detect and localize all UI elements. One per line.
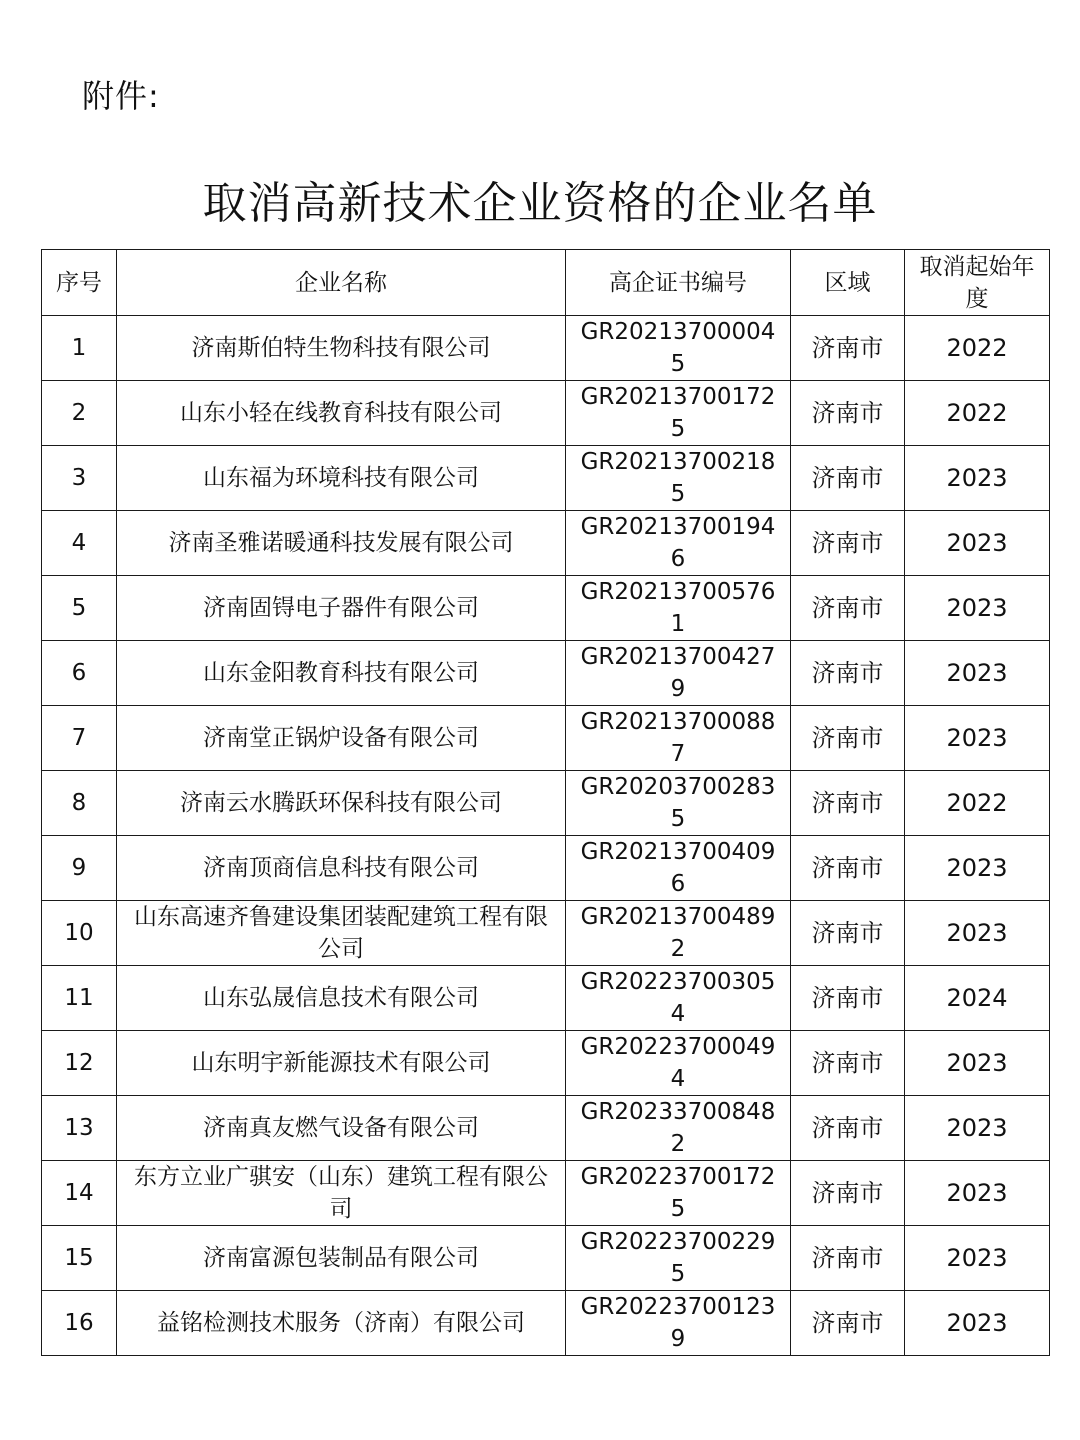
- serial-no-cell: 4: [42, 511, 117, 576]
- company-name-cell: 山东高速齐鲁建设集团装配建筑工程有限公司: [117, 901, 566, 966]
- cancel-year-cell: 2022: [905, 771, 1050, 836]
- company-name-cell: 济南富源包装制品有限公司: [117, 1226, 566, 1291]
- cancel-year-cell: 2023: [905, 836, 1050, 901]
- table-row: [42, 966, 1050, 1031]
- region-cell: 济南市: [791, 576, 905, 641]
- table-row: [42, 1226, 1050, 1291]
- region-cell: 济南市: [791, 901, 905, 966]
- company-name-cell: 山东弘晟信息技术有限公司: [117, 966, 566, 1031]
- certificate-no-cell: GR202137005761: [566, 576, 791, 641]
- header-company-name: 企业名称: [117, 250, 566, 316]
- cancel-year-cell: 2023: [905, 446, 1050, 511]
- company-name-cell: 东方立业广骐安（山东）建筑工程有限公司: [117, 1161, 566, 1226]
- table-row: [42, 1031, 1050, 1096]
- cancel-year-cell: 2023: [905, 511, 1050, 576]
- region-cell: 济南市: [791, 706, 905, 771]
- region-cell: 济南市: [791, 446, 905, 511]
- region-cell: 济南市: [791, 966, 905, 1031]
- region-cell: 济南市: [791, 511, 905, 576]
- serial-no-cell: 12: [42, 1031, 117, 1096]
- cancel-year-cell: 2023: [905, 1291, 1050, 1356]
- certificate-no-cell: GR202137004279: [566, 641, 791, 706]
- company-name-cell: 济南顶商信息科技有限公司: [117, 836, 566, 901]
- region-cell: 济南市: [791, 1291, 905, 1356]
- serial-no-cell: 11: [42, 966, 117, 1031]
- certificate-no-cell: GR202137000045: [566, 316, 791, 381]
- serial-no-cell: 2: [42, 381, 117, 446]
- company-name-cell: 山东小轻在线教育科技有限公司: [117, 381, 566, 446]
- table-row: [42, 1291, 1050, 1356]
- certificate-no-cell: GR202137001725: [566, 381, 791, 446]
- region-cell: 济南市: [791, 1161, 905, 1226]
- serial-no-cell: 6: [42, 641, 117, 706]
- certificate-no-cell: GR202237003054: [566, 966, 791, 1031]
- certificate-no-cell: GR202137001946: [566, 511, 791, 576]
- region-cell: 济南市: [791, 1226, 905, 1291]
- serial-no-cell: 14: [42, 1161, 117, 1226]
- region-cell: 济南市: [791, 316, 905, 381]
- certificate-no-cell: GR202237001725: [566, 1161, 791, 1226]
- serial-no-cell: 7: [42, 706, 117, 771]
- region-cell: 济南市: [791, 836, 905, 901]
- attachment-label: 附件:: [82, 77, 160, 115]
- certificate-no-cell: GR202337008482: [566, 1096, 791, 1161]
- serial-no-cell: 10: [42, 901, 117, 966]
- region-cell: 济南市: [791, 1096, 905, 1161]
- cancel-year-cell: 2023: [905, 1031, 1050, 1096]
- certificate-no-cell: GR202237000494: [566, 1031, 791, 1096]
- serial-no-cell: 5: [42, 576, 117, 641]
- cancel-year-cell: 2023: [905, 1226, 1050, 1291]
- region-cell: 济南市: [791, 771, 905, 836]
- table-row: [42, 771, 1050, 836]
- company-name-cell: 益铭检测技术服务（济南）有限公司: [117, 1291, 566, 1356]
- serial-no-cell: 1: [42, 316, 117, 381]
- cancel-year-cell: 2022: [905, 316, 1050, 381]
- table-row: [42, 706, 1050, 771]
- company-name-cell: 山东明宇新能源技术有限公司: [117, 1031, 566, 1096]
- cancel-year-cell: 2023: [905, 576, 1050, 641]
- serial-no-cell: 15: [42, 1226, 117, 1291]
- table-row: [42, 836, 1050, 901]
- certificate-no-cell: GR202237001239: [566, 1291, 791, 1356]
- cancel-year-cell: 2022: [905, 381, 1050, 446]
- table-row: [42, 316, 1050, 381]
- header-cancel-start-year: 取消起始年度: [905, 250, 1050, 316]
- certificate-no-cell: GR202137004096: [566, 836, 791, 901]
- cancel-year-cell: 2023: [905, 641, 1050, 706]
- serial-no-cell: 16: [42, 1291, 117, 1356]
- cancel-year-cell: 2023: [905, 706, 1050, 771]
- company-name-cell: 济南堂正锅炉设备有限公司: [117, 706, 566, 771]
- region-cell: 济南市: [791, 1031, 905, 1096]
- table-row: [42, 576, 1050, 641]
- serial-no-cell: 13: [42, 1096, 117, 1161]
- region-cell: 济南市: [791, 381, 905, 446]
- cancel-year-cell: 2023: [905, 1096, 1050, 1161]
- certificate-no-cell: GR202237002295: [566, 1226, 791, 1291]
- company-name-cell: 山东金阳教育科技有限公司: [117, 641, 566, 706]
- document-title: 取消高新技术企业资格的企业名单: [202, 178, 878, 229]
- cancel-year-cell: 2024: [905, 966, 1050, 1031]
- header-row: [42, 250, 1050, 316]
- header-certificate-no: 高企证书编号: [566, 250, 791, 316]
- table-row: [42, 446, 1050, 511]
- company-name-cell: 济南云水腾跃环保科技有限公司: [117, 771, 566, 836]
- company-name-cell: 山东福为环境科技有限公司: [117, 446, 566, 511]
- table-row: [42, 381, 1050, 446]
- cancel-year-cell: 2023: [905, 1161, 1050, 1226]
- table-row: [42, 641, 1050, 706]
- cancel-year-cell: 2023: [905, 901, 1050, 966]
- serial-no-cell: 3: [42, 446, 117, 511]
- certificate-no-cell: GR202137002185: [566, 446, 791, 511]
- serial-no-cell: 9: [42, 836, 117, 901]
- company-name-cell: 济南固锝电子器件有限公司: [117, 576, 566, 641]
- header-serial-no: 序号: [42, 250, 117, 316]
- table-row: [42, 1161, 1050, 1226]
- table-row: [42, 511, 1050, 576]
- region-cell: 济南市: [791, 641, 905, 706]
- table-row: [42, 901, 1050, 966]
- company-list-table: [41, 249, 1050, 1356]
- certificate-no-cell: GR202137004892: [566, 901, 791, 966]
- table-row: [42, 1096, 1050, 1161]
- header-region: 区域: [791, 250, 905, 316]
- certificate-no-cell: GR202037002835: [566, 771, 791, 836]
- company-name-cell: 济南圣雅诺暖通科技发展有限公司: [117, 511, 566, 576]
- company-name-cell: 济南真友燃气设备有限公司: [117, 1096, 566, 1161]
- certificate-no-cell: GR202137000887: [566, 706, 791, 771]
- company-name-cell: 济南斯伯特生物科技有限公司: [117, 316, 566, 381]
- serial-no-cell: 8: [42, 771, 117, 836]
